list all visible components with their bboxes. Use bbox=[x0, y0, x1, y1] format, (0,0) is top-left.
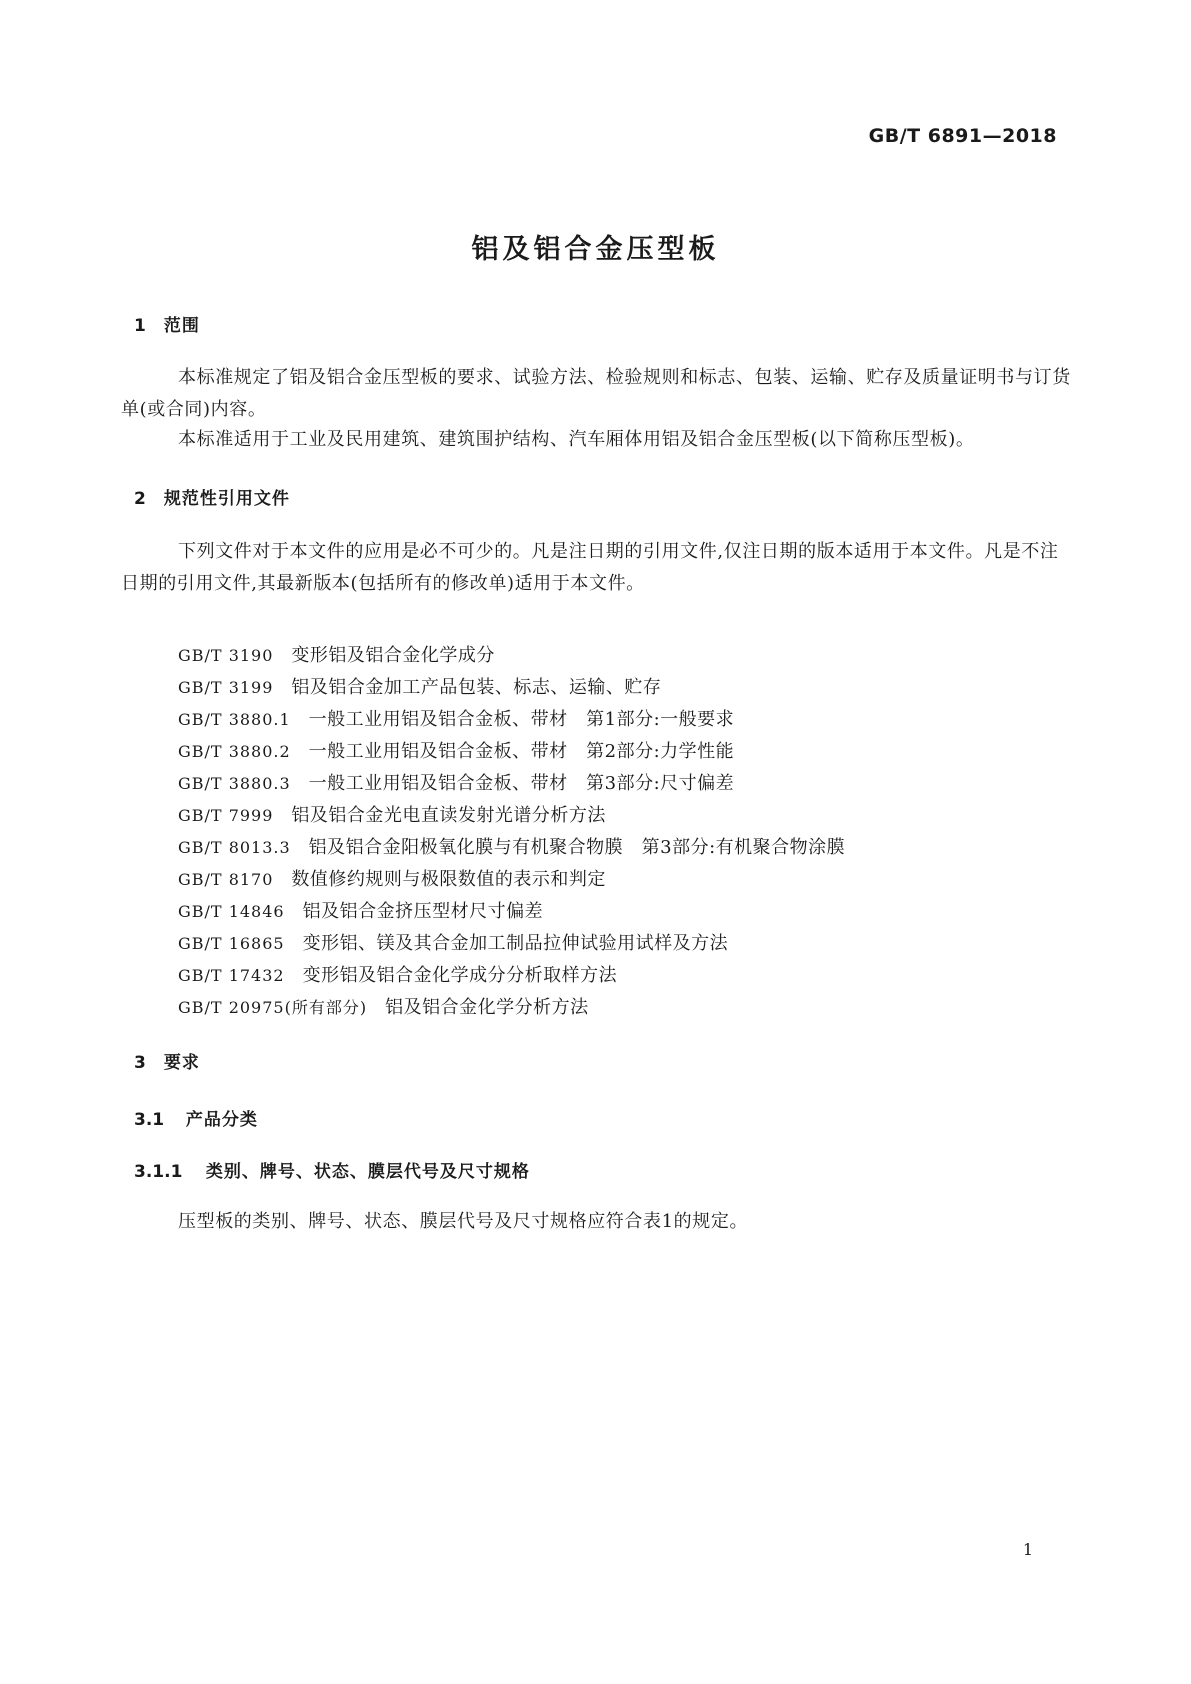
reference-code: GB/T 3190 bbox=[178, 646, 274, 665]
reference-code: GB/T 17432 bbox=[178, 966, 285, 985]
section-number: 1 bbox=[134, 316, 146, 336]
section-number: 2 bbox=[134, 489, 146, 509]
section-number: 3.1 bbox=[134, 1110, 165, 1130]
reference-item bbox=[178, 768, 845, 800]
section-title: 产品分类 bbox=[185, 1110, 258, 1130]
section-3-1-1-heading bbox=[134, 1157, 530, 1182]
reference-code: GB/T 8013.3 bbox=[178, 838, 291, 857]
reference-code: GB/T 14846 bbox=[178, 902, 285, 921]
scope-paragraph-2: 本标准适用于工业及民用建筑、建筑围护结构、汽车厢体用铝及铝合金压型板(以下简称压型板)。 bbox=[178, 429, 975, 450]
section-number: 3.1.1 bbox=[134, 1162, 183, 1182]
reference-title: 变形铝及铝合金化学成分分析取样方法 bbox=[302, 965, 618, 986]
page-number: 1 bbox=[1022, 1540, 1033, 1559]
reference-title: 变形铝、镁及其合金加工制品拉伸试验用试样及方法 bbox=[302, 933, 729, 954]
reference-item bbox=[178, 672, 845, 704]
standard-code: GB/T 6891—2018 bbox=[868, 125, 1057, 147]
section-3-1-heading bbox=[134, 1105, 258, 1130]
reference-title: 铝及铝合金加工产品包装、标志、运输、贮存 bbox=[291, 677, 662, 698]
reference-list bbox=[178, 640, 845, 1024]
reference-title: 一般工业用铝及铝合金板、带材 第1部分:一般要求 bbox=[308, 709, 735, 730]
section-title: 规范性引用文件 bbox=[163, 489, 290, 509]
reference-title: 铝及铝合金化学分析方法 bbox=[385, 997, 589, 1018]
reference-title: 铝及铝合金光电直读发射光谱分析方法 bbox=[291, 805, 606, 826]
reference-title: 数值修约规则与极限数值的表示和判定 bbox=[291, 869, 606, 890]
section-title: 类别、牌号、状态、膜层代号及尺寸规格 bbox=[205, 1162, 530, 1182]
section-title: 要求 bbox=[163, 1053, 200, 1073]
reference-code: GB/T 8170 bbox=[178, 870, 274, 889]
reference-item bbox=[178, 832, 845, 864]
section-title: 范围 bbox=[163, 316, 200, 336]
section-3-heading bbox=[134, 1048, 200, 1073]
reference-item bbox=[178, 992, 845, 1024]
reference-code: GB/T 7999 bbox=[178, 806, 274, 825]
section-2-heading bbox=[134, 484, 290, 509]
document-title: 铝及铝合金压型板 bbox=[471, 234, 720, 265]
reference-title: 铝及铝合金阳极氧化膜与有机聚合物膜 第3部分:有机聚合物涂膜 bbox=[308, 837, 846, 858]
reference-code: GB/T 3880.1 bbox=[178, 710, 291, 729]
reference-code: GB/T 16865 bbox=[178, 934, 285, 953]
reference-title: 一般工业用铝及铝合金板、带材 第2部分:力学性能 bbox=[308, 741, 735, 762]
section-1-heading bbox=[134, 311, 200, 336]
reference-code: GB/T 3199 bbox=[178, 678, 274, 697]
reference-item bbox=[178, 704, 845, 736]
references-intro: 下列文件对于本文件的应用是必不可少的。凡是注日期的引用文件,仅注日期的版本适用于本文件。凡是不注日期的引用文件,其最新版本(包括所有的修改单)适用于本文件。 bbox=[121, 541, 1059, 594]
reference-title: 一般工业用铝及铝合金板、带材 第3部分:尺寸偏差 bbox=[308, 773, 735, 794]
scope-paragraph-1: 本标准规定了铝及铝合金压型板的要求、试验方法、检验规则和标志、包装、运输、贮存及质量证明书与订货单(或合同)内容。 bbox=[121, 367, 1071, 420]
reference-item bbox=[178, 896, 845, 928]
reference-item bbox=[178, 960, 845, 992]
reference-title: 变形铝及铝合金化学成分 bbox=[291, 645, 495, 666]
reference-item bbox=[178, 640, 845, 672]
reference-item bbox=[178, 736, 845, 768]
reference-item bbox=[178, 800, 845, 832]
reference-item bbox=[178, 864, 845, 896]
reference-code: GB/T 3880.3 bbox=[178, 774, 291, 793]
classification-paragraph: 压型板的类别、牌号、状态、膜层代号及尺寸规格应符合表1的规定。 bbox=[178, 1211, 749, 1232]
reference-title: 铝及铝合金挤压型材尺寸偏差 bbox=[302, 901, 544, 922]
section-number: 3 bbox=[134, 1053, 146, 1073]
reference-code: GB/T 3880.2 bbox=[178, 742, 291, 761]
reference-code: GB/T 20975(所有部分) bbox=[178, 998, 368, 1017]
reference-item bbox=[178, 928, 845, 960]
